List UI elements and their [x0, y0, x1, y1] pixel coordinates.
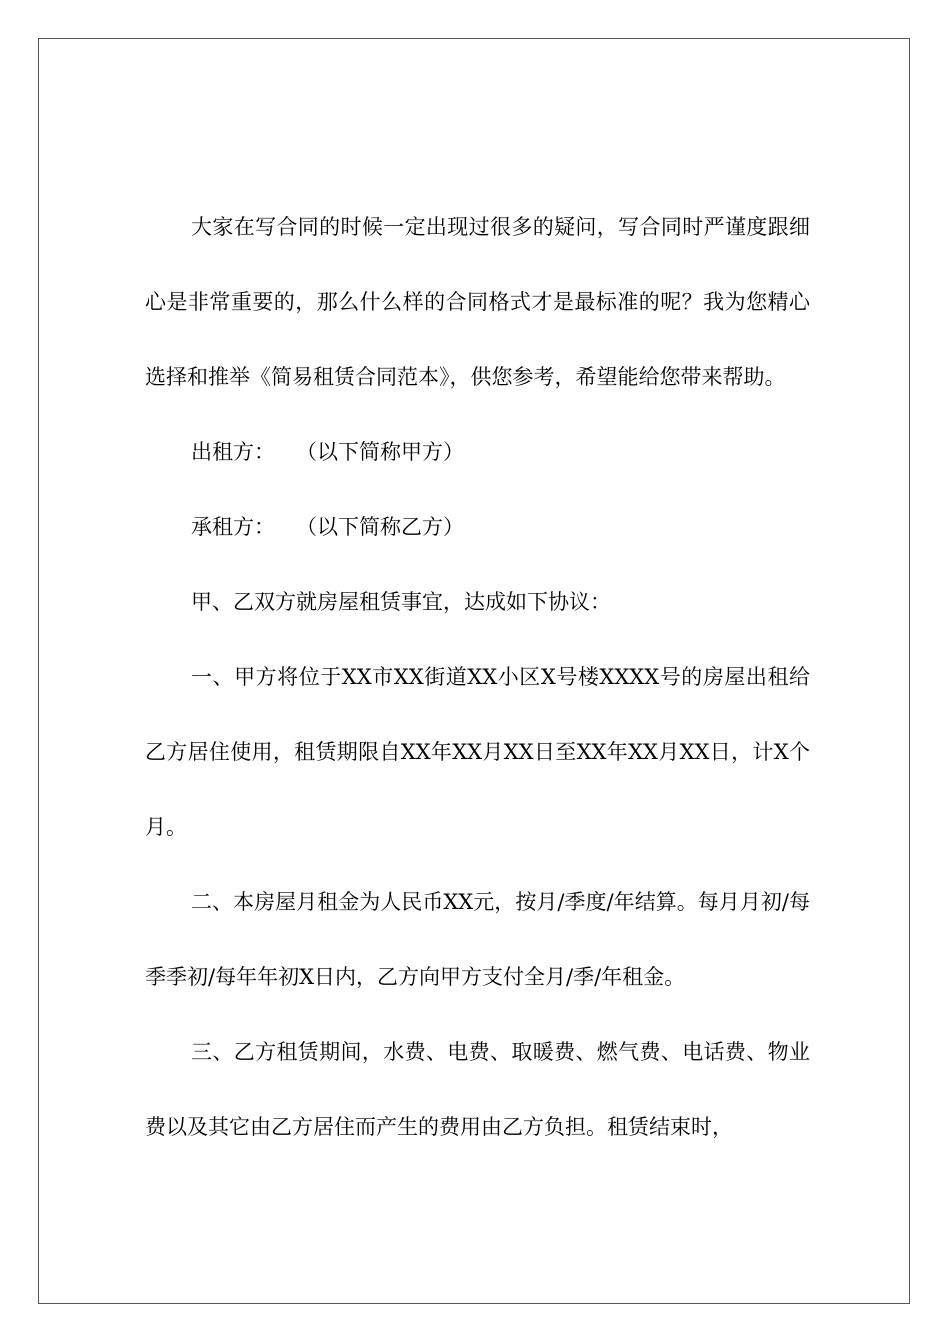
- paragraph-clause-3: 三、乙方租赁期间，水费、电费、取暖费、燃气费、电话费、物业费以及其它由乙方居住而产生的费用由乙方负担。租赁结束时，: [145, 1040, 810, 1139]
- paragraph-agreement-preamble: 甲、乙双方就房屋租赁事宜，达成如下协议：: [191, 590, 611, 614]
- paragraph-intro: 大家在写合同的时候一定出现过很多的疑问，写合同时严谨度跟细心是非常重要的，那么什么样的合同格式才是最标准的呢？我为您精心选择和推举《简易租赁合同范本》，供您参考，希望能给您带来帮助。: [145, 215, 810, 389]
- paragraph-lessee: 承租方： （以下简称乙方）: [191, 515, 464, 539]
- document-body: [145, 190, 810, 1165]
- paragraph-clause-1: 一、甲方将位于XX市XX街道XX小区X号楼XXXX号的房屋出租给乙方居住使用，租赁期限自XX年XX月XX日至XX年XX月XX日，计X个月。: [145, 665, 810, 839]
- paragraph-lessor: 出租方： （以下简称甲方）: [191, 440, 464, 464]
- paragraph-clause-2: 二、本房屋月租金为人民币XX元，按月/季度/年结算。每月月初/每季季初/每年年初X日内，乙方向甲方支付全月/季/年租金。: [145, 890, 810, 989]
